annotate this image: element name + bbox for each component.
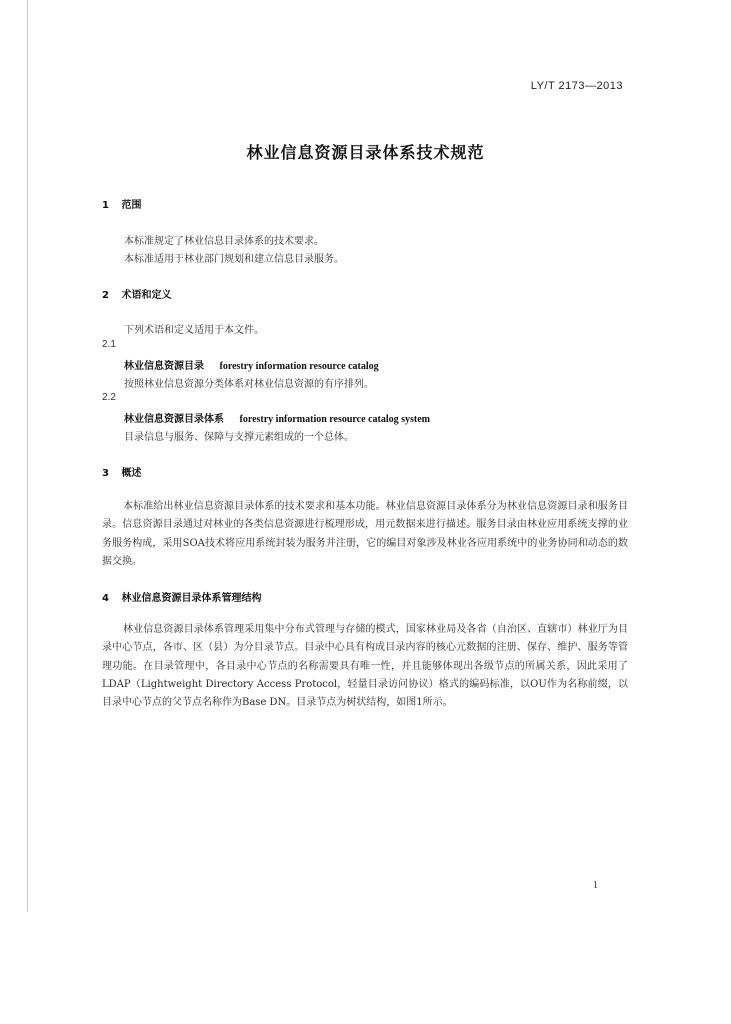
page-number: 1 <box>593 880 598 891</box>
section-3-title: 概述 <box>121 468 142 479</box>
term-2-2-definition: 目录信息与服务、保障与支撑元素组成的一个总体。 <box>124 432 354 443</box>
section-2-title: 术语和定义 <box>121 290 172 301</box>
term-2-1-cn: 林业信息资源目录 <box>124 361 204 372</box>
section-4-number: 4 <box>102 593 109 604</box>
section-2-intro: 下列术语和定义适用于本文件。 <box>124 325 264 336</box>
term-2-2-cn: 林业信息资源目录体系 <box>124 414 224 425</box>
section-1-title: 范围 <box>121 200 142 211</box>
section-2-heading <box>102 286 171 301</box>
section-4-heading <box>102 589 261 604</box>
term-2-2 <box>124 410 430 425</box>
section-1-heading <box>102 196 141 211</box>
term-2-1-definition: 按照林业信息资源分类体系对林业信息资源的有序排列。 <box>124 379 374 390</box>
term-2-2-number: 2.2 <box>102 392 116 403</box>
document-title: 林业信息资源目录体系技术规范 <box>246 143 485 162</box>
section-3-body: 本标准给出林业信息资源目录体系的技术要求和基本功能。林业信息资源目录体系分为林业信息资源目录和服务目录。信息资源目录通过对林业的各类信息资源进行梳理形成，用元数据来进行描述。服务目录由林业应用系统支撑的业务服务构成，采用SOA技术将应用系统封装为服务并注册，它的编目对象涉及林业各应用系统中的业务协同和动态的数据交换。 <box>102 501 628 567</box>
section-1-number: 1 <box>102 200 109 211</box>
term-2-1 <box>124 357 379 372</box>
term-2-2-en: forestry information resource catalog system <box>239 414 430 425</box>
standard-code: LY/T 2173—2013 <box>530 80 623 92</box>
section-2-number: 2 <box>102 290 109 301</box>
term-2-1-number: 2.1 <box>102 339 116 350</box>
section-3-heading <box>102 464 141 479</box>
section-1-paragraph-1: 本标准规定了林业信息目录体系的技术要求。 <box>124 236 324 247</box>
section-1-paragraph-2: 本标准适用于林业部门规划和建立信息目录服务。 <box>124 254 344 265</box>
section-3-number: 3 <box>102 468 109 479</box>
term-2-1-en: forestry information resource catalog <box>219 361 379 372</box>
page-binding-edge <box>27 0 28 912</box>
section-4-body: 林业信息资源目录体系管理采用集中分布式管理与存储的模式，国家林业局及各省（自治区、直辖市）林业厅为目录中心节点，各市、区（县）为分目录节点。目录中心具有构成目录内容的核心元数据的注册、保存、维护、服务等管理功能。在目录管理中，各目录中心节点的名称需要具有唯一性，并且能够体现出各级节点的所属关系，因此采用了LDAP（Lightweight Directory Access Protocol，轻量目录访问协议）格式的编码标准，以OU作为名称前缀，以目录中心节点的父节点名称作为Base DN。目录节点为树状结构，如图1所示。 <box>102 624 628 709</box>
section-4-title: 林业信息资源目录体系管理结构 <box>121 593 262 604</box>
